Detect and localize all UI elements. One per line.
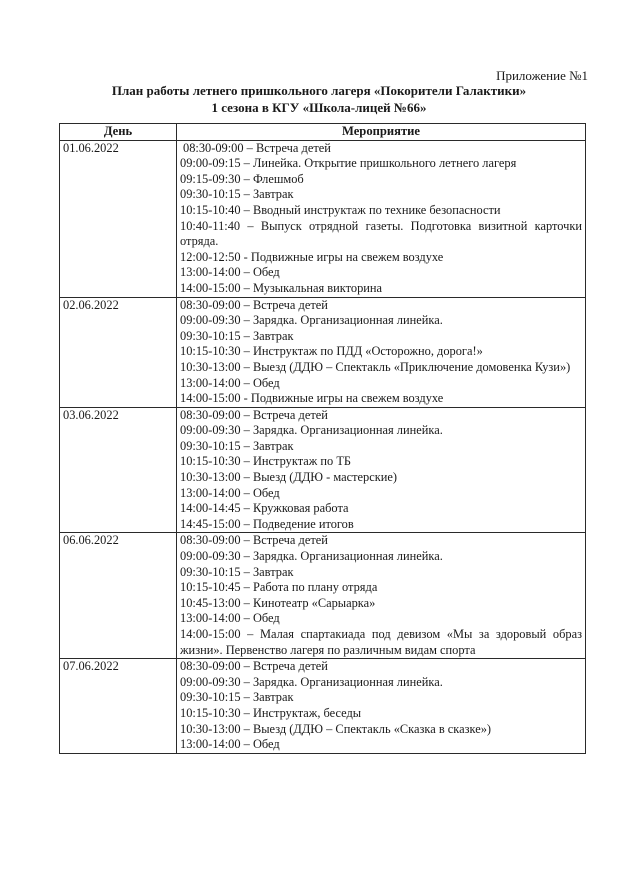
event-item: 14:45-15:00 – Подведение итогов: [180, 516, 354, 531]
day-cell: 07.06.2022: [60, 659, 177, 754]
events-cell: [177, 533, 586, 659]
schedule-table-body: [60, 140, 586, 753]
event-item: 13:00-14:00 – Обед: [180, 375, 280, 390]
day-cell: 03.06.2022: [60, 407, 177, 533]
events-cell: [177, 407, 586, 533]
event-item: 09:30-10:15 – Завтрак: [180, 438, 294, 453]
event-item: 09:00-09:30 – Зарядка. Организационная линейка.: [180, 549, 443, 564]
event-item: 13:00-14:00 – Обед: [180, 611, 280, 626]
column-header-day: День: [60, 124, 177, 141]
table-row: [60, 659, 586, 754]
table-header-row: [60, 124, 586, 141]
day-cell: 01.06.2022: [60, 140, 177, 297]
table-row: [60, 140, 586, 297]
event-item: 10:40-11:40 – Выпуск отрядной газеты. Подготовка визитной карточки отряда.: [180, 218, 582, 249]
event-item: 10:30-13:00 – Выезд (ДДЮ - мастерские): [180, 470, 398, 485]
events-cell: [177, 140, 586, 297]
event-item: 09:30-10:15 – Завтрак: [180, 564, 294, 579]
event-item: 14:00-14:45 – Кружковая работа: [180, 501, 349, 516]
event-item: 09:00-09:15 – Линейка. Открытие пришкольного летнего лагеря: [180, 156, 517, 171]
event-item: 12:00-12:50 - Подвижные игры на свежем воздухе: [180, 249, 444, 264]
document-title-line-1: План работы летнего пришкольного лагеря «Покорители Галактики»: [111, 83, 527, 98]
event-item: 09:15-09:30 – Флешмоб: [180, 171, 304, 186]
event-item: 14:00-15:00 – Музыкальная викторина: [180, 280, 383, 295]
event-item: 10:15-10:45 – Работа по плану отряда: [180, 580, 378, 595]
column-header-event: Мероприятие: [177, 124, 586, 141]
event-item: 14:00-15:00 – Малая спартакиада под девизом «Мы за здоровый образ жизни». Первенство лагеря по различным видам спорта: [180, 627, 582, 657]
event-item: 09:00-09:30 – Зарядка. Организационная линейка.: [180, 674, 443, 689]
event-item: 13:00-14:00 – Обед: [180, 485, 280, 500]
table-row: [60, 533, 586, 659]
event-item: 10:30-13:00 – Выезд (ДДЮ – Спектакль «Приключение домовенка Кузи»): [180, 359, 571, 374]
event-item: 08:30-09:00 – Встреча детей: [180, 297, 328, 312]
schedule-table: [59, 123, 586, 754]
event-item: 10:30-13:00 – Выезд (ДДЮ – Спектакль «Сказка в сказке»): [180, 721, 492, 736]
events-cell: [177, 659, 586, 754]
event-item: 09:30-10:15 – Завтрак: [180, 690, 294, 705]
day-cell: 06.06.2022: [60, 533, 177, 659]
events-cell: [177, 297, 586, 407]
event-item: 08:30-09:00 – Встреча детей: [180, 659, 328, 674]
event-item: 09:00-09:30 – Зарядка. Организационная линейка.: [180, 313, 443, 328]
event-item: 10:15-10:30 – Инструктаж по ПДД «Осторожно, дорога!»: [180, 344, 483, 359]
appendix-label: Приложение №1: [496, 68, 588, 83]
event-item: 08:30-09:00 – Встреча детей: [183, 140, 331, 155]
event-item: 10:45-13:00 – Кинотеатр «Сарыарка»: [180, 595, 376, 610]
day-cell: 02.06.2022: [60, 297, 177, 407]
event-item: 13:00-14:00 – Обед: [180, 265, 280, 280]
event-item: 09:00-09:30 – Зарядка. Организационная линейка.: [180, 423, 443, 438]
event-item: 08:30-09:00 – Встреча детей: [180, 407, 328, 422]
event-item: 10:15-10:30 – Инструктаж, беседы: [180, 705, 362, 720]
event-item: 13:00-14:00 – Обед: [180, 737, 280, 752]
event-item: 09:30-10:15 – Завтрак: [180, 328, 294, 343]
event-item: 10:15-10:30 – Инструктаж по ТБ: [180, 454, 352, 469]
event-item: 09:30-10:15 – Завтрак: [180, 187, 294, 202]
table-row: [60, 407, 586, 533]
event-item: 10:15-10:40 – Вводный инструктаж по технике безопасности: [180, 202, 501, 217]
event-item: 08:30-09:00 – Встреча детей: [180, 533, 328, 548]
event-item: 14:00-15:00 - Подвижные игры на свежем воздухе: [180, 391, 444, 406]
table-row: [60, 297, 586, 407]
document-title-line-2: 1 сезона в КГУ «Школа-лицей №66»: [211, 100, 427, 115]
